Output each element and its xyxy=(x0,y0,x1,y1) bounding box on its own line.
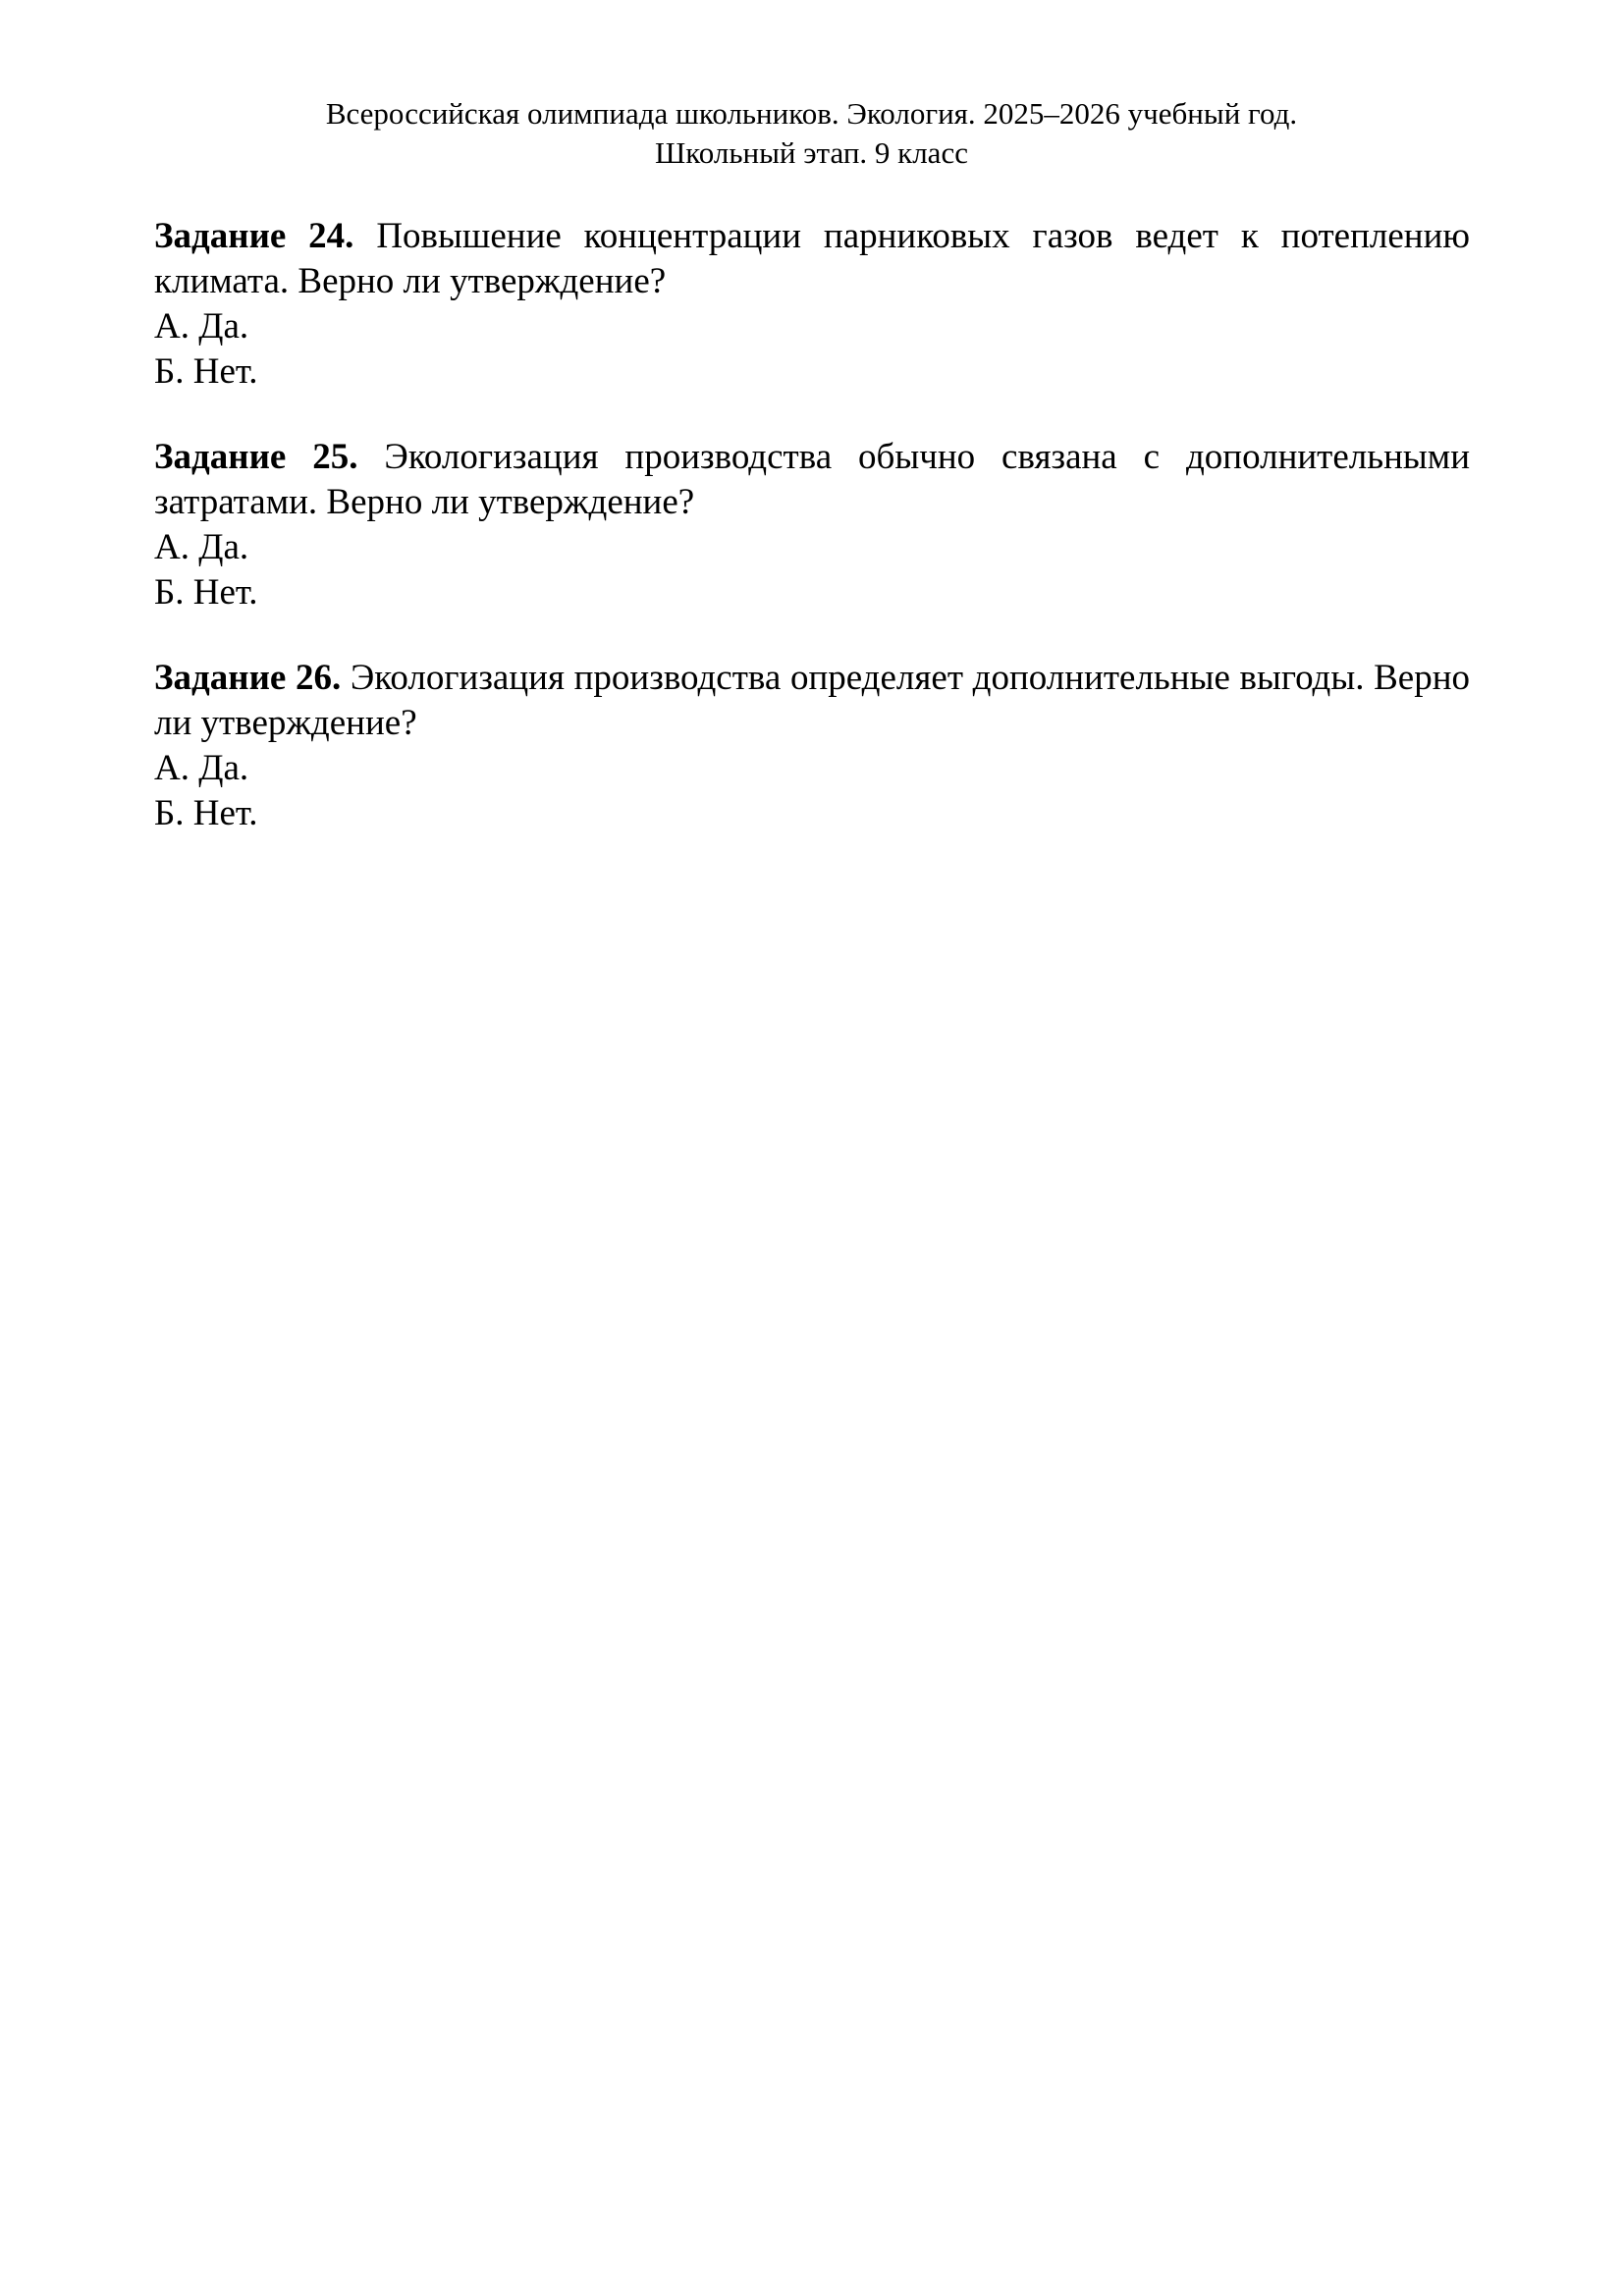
task-text: Повышение концентрации парниковых газов ведет к потеплению климата. Верно ли утверждение? xyxy=(154,216,1471,301)
answer-option-a: А. Да. xyxy=(154,527,249,567)
task-25 xyxy=(154,435,1470,615)
task-question xyxy=(154,214,1470,304)
task-label: Задание 24. xyxy=(154,216,354,256)
answer-option-a: А. Да. xyxy=(154,748,249,788)
task-24 xyxy=(154,214,1470,395)
task-text: Экологизация производства обычно связана с дополнительными затратами. Верно ли утверждение? xyxy=(154,437,1470,522)
header-line-olympiad: Всероссийская олимпиада школьников. Экология. 2025–2026 учебный год. xyxy=(325,96,1298,131)
page-header xyxy=(0,94,1623,173)
task-text: Экологизация производства определяет дополнительные выгоды. Верно ли утверждение? xyxy=(154,658,1470,743)
answer-option-b: Б. Нет. xyxy=(154,572,258,613)
task-26 xyxy=(154,656,1470,836)
tasks-list xyxy=(154,214,1470,877)
answer-option-b: Б. Нет. xyxy=(154,793,258,833)
answer-option-a: А. Да. xyxy=(154,306,249,347)
task-label: Задание 25. xyxy=(154,437,358,477)
task-question xyxy=(154,435,1470,525)
answer-option-b: Б. Нет. xyxy=(154,351,258,392)
task-question xyxy=(154,656,1470,746)
header-line-stage: Школьный этап. 9 класс xyxy=(655,135,968,170)
task-label: Задание 26. xyxy=(154,658,342,698)
